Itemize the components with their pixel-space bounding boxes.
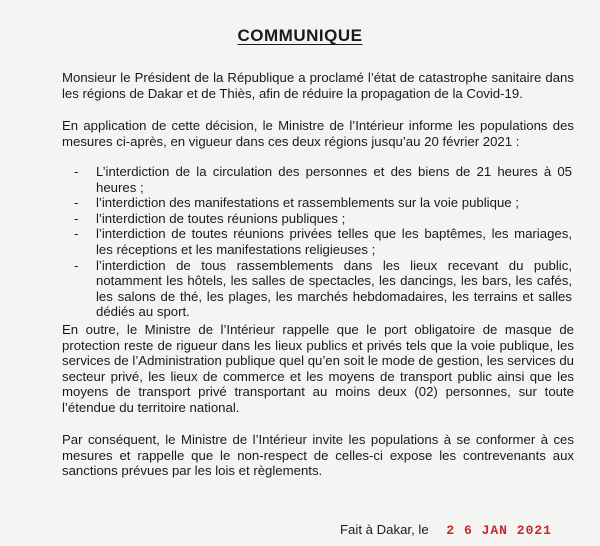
list-item-text: l’interdiction des manifestations et rassemblements sur la voie publique ; — [96, 195, 519, 211]
date-stamp: 2 6 JAN 2021 — [446, 523, 552, 538]
measures-list — [74, 164, 572, 320]
list-item — [74, 195, 572, 211]
list-item — [74, 211, 572, 227]
document-title: COMMUNIQUE — [237, 26, 363, 45]
bullet-marker: - — [74, 195, 79, 211]
bullet-marker: - — [74, 226, 79, 242]
paragraph-application: En application de cette décision, le Ministre de l’Intérieur informe les populations des mesures ci-après, en vigueur dans ces deux régions jusqu’au 20 février 2021 : — [62, 118, 574, 149]
paragraph-conclusion: Par conséquent, le Ministre de l’Intérieur invite les populations à se conformer à ces mesures et rappelle que le non-respect de celles-ci expose les contrevenants aux sanctions prévues par les lois et règlements. — [62, 432, 574, 479]
paragraph-mask-reminder: En outre, le Ministre de l’Intérieur rappelle que le port obligatoire de masque de protection reste de rigueur dans les lieux publics et privés tels que la voie publique, les services de l’Administration publique quel qu’en soit le mode de gestion, les services du secteur privé, les lieux de commerce et les moyens de transport public ainsi que les moyens de transport privé transportant au moins deux (02) personnes, sur toute l’étendue du territoire national. — [62, 322, 574, 415]
signature-text: Fait à Dakar, le — [340, 522, 429, 537]
list-item-text: l’interdiction de toutes réunions publiques ; — [96, 210, 346, 226]
list-item — [74, 164, 572, 195]
bullet-marker: - — [74, 257, 79, 273]
paragraph-intro: Monsieur le Président de la République a proclamé l’état de catastrophe sanitaire dans les régions de Dakar et de Thiès, afin de réduire la propagation de la Covid-19. — [62, 70, 574, 101]
list-item — [74, 258, 572, 320]
bullet-marker: - — [74, 164, 79, 179]
list-item — [74, 226, 572, 257]
list-item-text: l’interdiction de tous rassemblements dans les lieux recevant du public, notamment les hôtels, les salles de spectacles, les dancings, les bars, les cafés, les salons de thé, les plages, les marchés hebdomadaires, les terrains et salles dédiés au sport. — [96, 257, 572, 320]
bullet-marker: - — [74, 210, 79, 226]
list-item-text: l’interdiction de toutes réunions privées telles que les baptêmes, les mariages, les réceptions et les manifestations religieuses ; — [96, 226, 572, 257]
signature-line — [340, 522, 552, 538]
list-item-text: L’interdiction de la circulation des personnes et des biens de 21 heures à 05 heures ; — [96, 164, 572, 195]
